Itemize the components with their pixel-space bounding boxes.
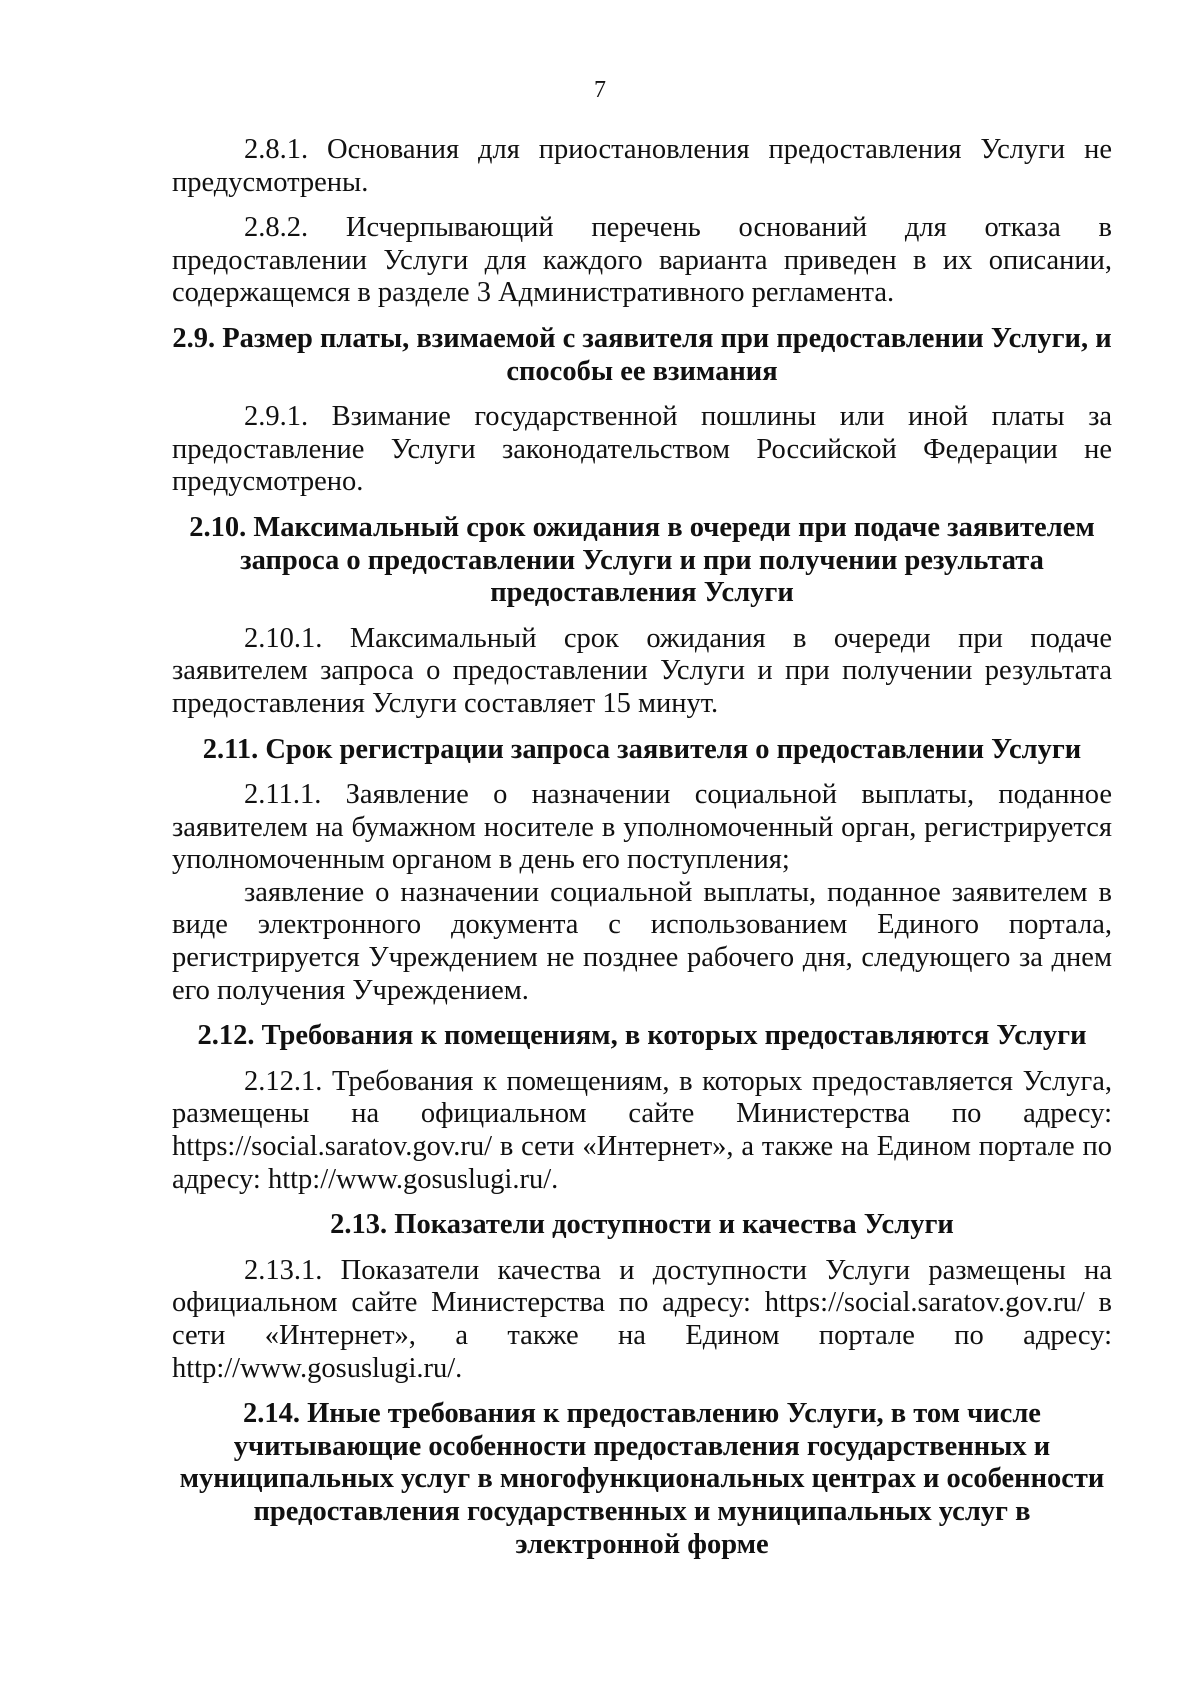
heading-2-10-line: предоставления Услуги: [490, 577, 794, 609]
document-body: [172, 134, 1112, 1574]
heading-2-9: 2.9. Размер платы, взимаемой с заявителя при предоставлении Услуги, и способы ее взимания: [172, 322, 1112, 387]
heading-2-14-line: 2.14. Иные требования к предоставлению Услуги, в том числе: [243, 1398, 1041, 1430]
heading-2-14-line: предоставления государственных и муниципальных услуг в: [253, 1495, 1031, 1527]
heading-2-14: [172, 1398, 1112, 1561]
heading-2-14-line: электронной форме: [515, 1528, 769, 1560]
heading-2-10-line: запроса о предоставлении Услуги и при получении результата: [240, 544, 1044, 576]
heading-2-14-line: учитывающие особенности предоставления государственных и: [233, 1430, 1051, 1462]
heading-2-14-line: муниципальных услуг в многофункциональных центрах и особенности: [179, 1463, 1105, 1495]
page-number: 7: [594, 77, 606, 103]
paragraph-2-9-1: 2.9.1. Взимание государственной пошлины или иной платы за предоставление Услуги законодательством Российской Федерации не предусмотрено.: [172, 401, 1112, 498]
paragraph-2-10-1: 2.10.1. Максимальный срок ожидания в очереди при подаче заявителем запроса о предоставлении Услуги и при получении результата предоставления Услуги составляет 15 минут.: [172, 622, 1112, 719]
paragraph-2-12-1: 2.12.1. Требования к помещениям, в которых предоставляется Услуга, размещены на официальном сайте Министерства по адресу: https://social.saratov.gov.ru/ в сети «Интернет», а также на Едином портале по адресу: http://www.gosuslugi.ru/.: [172, 1065, 1112, 1195]
heading-2-10-line: 2.10. Максимальный срок ожидания в очереди при подаче заявителем: [189, 511, 1095, 543]
heading-2-11: 2.11. Срок регистрации запроса заявителя о предоставлении Услуги: [202, 733, 1082, 765]
paragraph-2-11-1: 2.11.1. Заявление о назначении социальной выплаты, поданное заявителем на бумажном носителе в уполномоченный орган, регистрируется уполномоченным органом в день его поступления;: [172, 779, 1112, 876]
paragraph-2-8-2: 2.8.2. Исчерпывающий перечень оснований для отказа в предоставлении Услуги для каждого варианта приведен в их описании, содержащемся в разделе 3 Административного регламента.: [172, 212, 1112, 309]
paragraph-2-13-1: 2.13.1. Показатели качества и доступности Услуги размещены на официальном сайте Министерства по адресу: https://social.saratov.gov.ru/ в сети «Интернет», а также на Едином портале по адресу: http://www.gosuslugi.ru/.: [172, 1254, 1112, 1384]
paragraph-2-8-1: 2.8.1. Основания для приостановления предоставления Услуги не предусмотрены.: [172, 134, 1112, 198]
heading-2-13: 2.13. Показатели доступности и качества Услуги: [330, 1209, 954, 1241]
heading-2-12: 2.12. Требования к помещениям, в которых предоставляются Услуги: [197, 1020, 1087, 1052]
heading-2-10: [172, 512, 1112, 610]
paragraph-2-11-1-continued: заявление о назначении социальной выплаты, поданное заявителем в виде электронного документа с использованием Единого портала, регистрируется Учреждением не позднее рабочего дня, следующего за днем его получения Учреждением.: [172, 876, 1112, 1006]
